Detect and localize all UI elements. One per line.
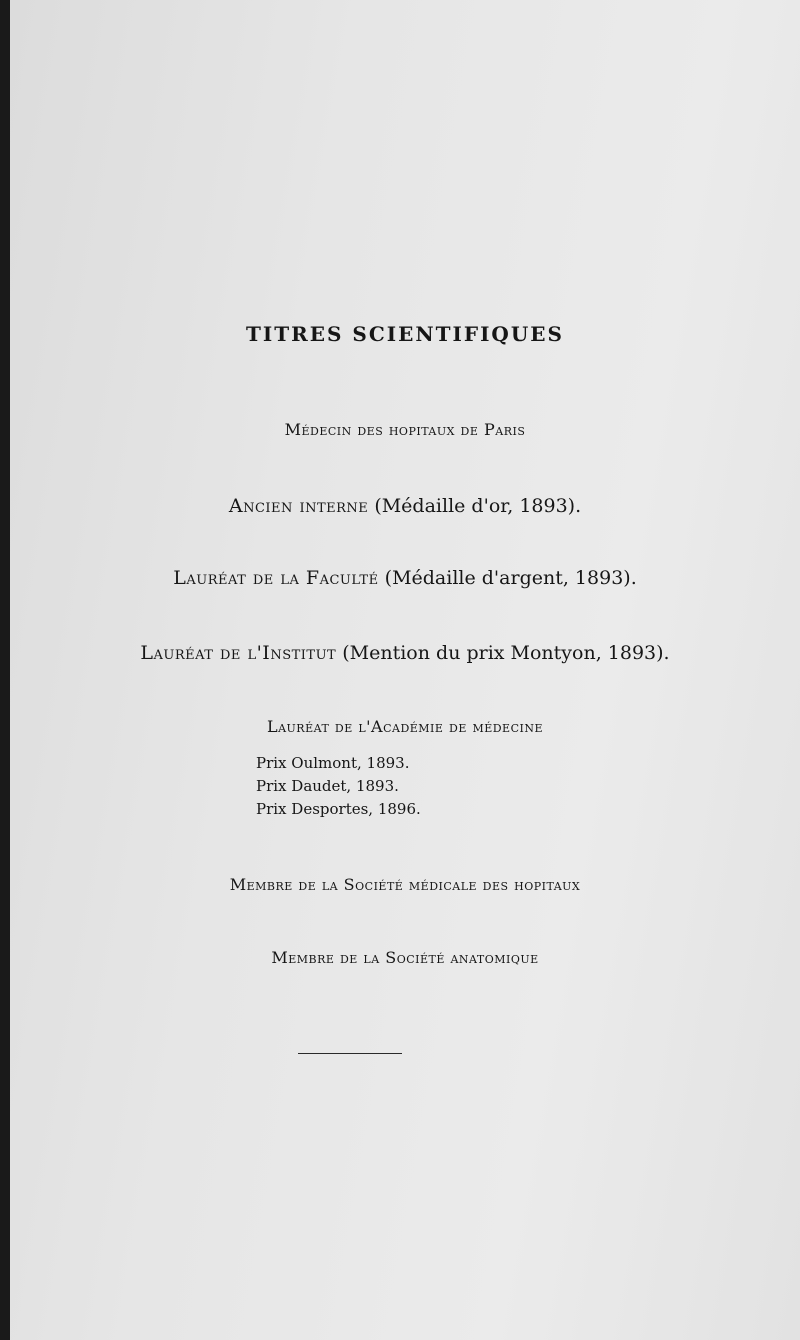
- ancien-interne-detail: (Médaille d'or, 1893).: [374, 495, 582, 517]
- title-societe-medicale: Membre de la Société médicale des hopitaux: [229, 875, 581, 894]
- laureat-institut-detail: (Mention du prix Montyon, 1893).: [342, 642, 670, 664]
- title-laureat-faculte: [10, 567, 800, 589]
- prize-item: Prix Daudet, 1893.: [256, 777, 399, 795]
- academie-prizes-list: [256, 752, 421, 821]
- title-ancien-interne: [10, 495, 800, 517]
- document-page: [10, 0, 800, 1340]
- title-laureat-institut: [10, 642, 800, 664]
- laureat-faculte-label: Lauréat de la Faculté: [173, 567, 379, 589]
- closing-rule: [298, 1053, 402, 1054]
- laureat-institut-label: Lauréat de l'Institut: [140, 642, 337, 664]
- ancien-interne-label: Ancien interne: [228, 495, 369, 517]
- title-medecin: Médecin des hopitaux de Paris: [284, 420, 526, 439]
- prize-item: Prix Oulmont, 1893.: [256, 754, 410, 772]
- page-heading: TITRES SCIENTIFIQUES: [246, 322, 564, 346]
- prize-item: Prix Desportes, 1896.: [256, 800, 421, 818]
- title-laureat-academie: Lauréat de l'Académie de médecine: [266, 717, 544, 736]
- laureat-faculte-detail: (Médaille d'argent, 1893).: [384, 567, 637, 589]
- title-societe-anatomique: Membre de la Société anatomique: [271, 948, 539, 967]
